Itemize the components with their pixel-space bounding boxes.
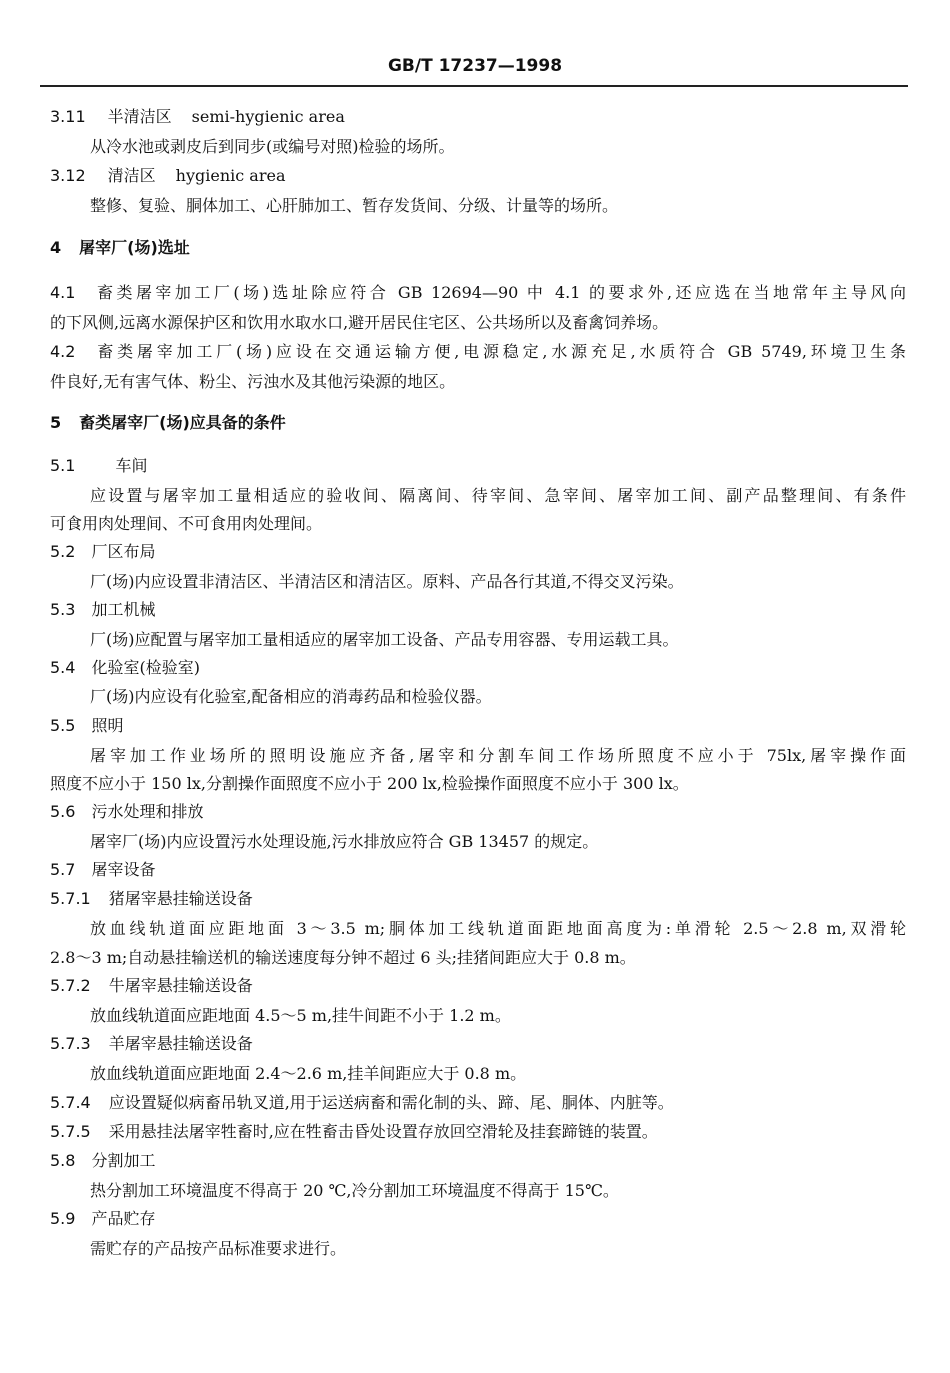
section-title: 半清洁区 bbox=[107, 107, 172, 126]
paragraph-text: 应设置疑似病畜吊轨叉道,用于运送病畜和需化制的头、蹄、尾、胴体、内脏等。 bbox=[108, 1093, 674, 1112]
section-title: 猪屠宰悬挂输送设备 bbox=[108, 889, 253, 908]
section-4-heading bbox=[50, 237, 190, 259]
header-rule bbox=[40, 85, 908, 87]
section-number: 5.1 bbox=[50, 456, 76, 475]
section-5-8-body: 热分割加工环境温度不得高于 20 ℃,冷分割加工环境温度不得高于 15℃。 bbox=[90, 1181, 619, 1200]
section-5-6-heading bbox=[50, 801, 203, 823]
section-number: 5.6 bbox=[50, 802, 76, 821]
section-title: 厂区布局 bbox=[91, 542, 156, 561]
section-title: 车间 bbox=[115, 456, 148, 475]
section-5-7-3-body: 放血线轨道面应距地面 2.4～2.6 m,挂羊间距应大于 0.8 m。 bbox=[90, 1064, 527, 1083]
section-title: 加工机械 bbox=[91, 600, 156, 619]
section-title: 牛屠宰悬挂输送设备 bbox=[108, 976, 253, 995]
section-number: 5.2 bbox=[50, 542, 76, 561]
section-title: 屠宰设备 bbox=[91, 860, 156, 879]
section-5-7-2-heading bbox=[50, 975, 253, 997]
section-5-3-body: 厂(场)应配置与屠宰加工量相适应的屠宰加工设备、产品专用容器、专用运载工具。 bbox=[90, 630, 679, 649]
section-5-6-body: 屠宰厂(场)内应设置污水处理设施,污水排放应符合 GB 13457 的规定。 bbox=[90, 832, 599, 851]
section-5-2-heading bbox=[50, 541, 155, 563]
section-english-title: semi-hygienic area bbox=[191, 107, 345, 126]
section-5-1-heading bbox=[50, 455, 147, 477]
section-number: 5.9 bbox=[50, 1209, 76, 1228]
section-3-11-heading bbox=[50, 106, 345, 128]
section-5-5-heading bbox=[50, 715, 123, 737]
paragraph-text: 畜类屠宰加工厂(场)选址除应符合 GB 12694—90 中 4.1 的要求外,还应选在当地常年主导风向 bbox=[93, 283, 906, 302]
section-5-2-body: 厂(场)内应设置非清洁区、半清洁区和清洁区。原料、产品各行其道,不得交叉污染。 bbox=[90, 572, 684, 591]
section-5-5-line-1: 屠宰加工作业场所的照明设施应齐备,屠宰和分割车间工作场所照度不应小于 75lx,屠宰操作面 bbox=[90, 746, 906, 765]
section-number: 5.8 bbox=[50, 1151, 76, 1170]
paragraph-text: 采用悬挂法屠宰牲畜时,应在牲畜击昏处设置存放回空滑轮及挂套蹄链的装置。 bbox=[108, 1122, 658, 1141]
section-5-5-line-2: 照度不应小于 150 lx,分割操作面照度不应小于 200 lx,检验操作面照度不应小于 300 lx。 bbox=[50, 774, 689, 793]
section-number: 5.7 bbox=[50, 860, 76, 879]
section-5-3-heading bbox=[50, 599, 155, 621]
section-title: 产品贮存 bbox=[91, 1209, 156, 1228]
section-5-8-heading bbox=[50, 1150, 155, 1172]
section-4-1-line-2: 的下风侧,远离水源保护区和饮用水取水口,避开居民住宅区、公共场所以及畜禽饲养场。 bbox=[50, 313, 669, 332]
section-5-7-1-line-1: 放血线轨道面应距地面 3～3.5 m;胴体加工线轨道面距地面高度为:单滑轮 2.5～2.8 m,双滑轮 bbox=[90, 919, 906, 938]
section-3-12-body: 整修、复验、胴体加工、心肝肺加工、暂存发货间、分级、计量等的场所。 bbox=[90, 196, 619, 215]
section-3-12-heading bbox=[50, 165, 285, 187]
section-number: 5.7.2 bbox=[50, 976, 91, 995]
section-title: 污水处理和排放 bbox=[91, 802, 204, 821]
section-number: 5.7.1 bbox=[50, 889, 91, 908]
section-5-1-line-1: 应设置与屠宰加工量相适应的验收间、隔离间、待宰间、急宰间、屠宰加工间、副产品整理间、有条件 bbox=[90, 486, 906, 505]
section-title: 屠宰厂(场)选址 bbox=[79, 238, 190, 257]
section-5-1-line-2: 可食用肉处理间、不可食用肉处理间。 bbox=[50, 514, 323, 533]
section-5-7-1-line-2: 2.8～3 m;自动悬挂输送机的输送速度每分钟不超过 6 头;挂猪间距应大于 0.8 m。 bbox=[50, 948, 636, 967]
section-title: 羊屠宰悬挂输送设备 bbox=[108, 1034, 253, 1053]
section-5-4-body: 厂(场)内应设有化验室,配备相应的消毒药品和检验仪器。 bbox=[90, 687, 492, 706]
section-5-heading bbox=[50, 412, 286, 434]
section-4-1-line-1 bbox=[50, 282, 906, 304]
paragraph-text: 畜类屠宰加工厂(场)应设在交通运输方便,电源稳定,水源充足,水质符合 GB 5749,环境卫生条 bbox=[93, 342, 906, 361]
section-5-4-heading bbox=[50, 657, 200, 679]
section-number: 3.12 bbox=[50, 166, 86, 185]
section-3-11-body: 从冷水池或剥皮后到同步(或编号对照)检验的场所。 bbox=[90, 137, 455, 156]
section-5-7-2-body: 放血线轨道面应距地面 4.5～5 m,挂牛间距不小于 1.2 m。 bbox=[90, 1006, 511, 1025]
section-number: 5.7.4 bbox=[50, 1093, 91, 1112]
section-4-2-line-2: 件良好,无有害气体、粉尘、污浊水及其他污染源的地区。 bbox=[50, 372, 456, 391]
section-number: 3.11 bbox=[50, 107, 86, 126]
section-5-7-3-heading bbox=[50, 1033, 253, 1055]
section-5-7-5 bbox=[50, 1121, 658, 1143]
section-5-7-heading bbox=[50, 859, 155, 881]
section-number: 4 bbox=[50, 238, 62, 257]
section-5-9-body: 需贮存的产品按产品标准要求进行。 bbox=[90, 1239, 347, 1258]
section-english-title: hygienic area bbox=[175, 166, 286, 185]
section-title: 畜类屠宰厂(场)应具备的条件 bbox=[79, 413, 286, 432]
section-title: 照明 bbox=[91, 716, 124, 735]
section-number: 4.1 bbox=[50, 283, 76, 302]
section-number: 5.5 bbox=[50, 716, 76, 735]
section-number: 5.7.5 bbox=[50, 1122, 91, 1141]
document-header: GB/T 17237—1998 bbox=[387, 56, 563, 76]
section-number: 4.2 bbox=[50, 342, 76, 361]
section-5-7-4 bbox=[50, 1092, 674, 1114]
section-number: 5.3 bbox=[50, 600, 76, 619]
section-number: 5 bbox=[50, 413, 62, 432]
section-5-9-heading bbox=[50, 1208, 155, 1230]
section-number: 5.4 bbox=[50, 658, 76, 677]
section-number: 5.7.3 bbox=[50, 1034, 91, 1053]
section-title: 分割加工 bbox=[91, 1151, 156, 1170]
section-4-2-line-1 bbox=[50, 341, 906, 363]
section-title: 化验室(检验室) bbox=[91, 658, 200, 677]
section-title: 清洁区 bbox=[107, 166, 156, 185]
section-5-7-1-heading bbox=[50, 888, 253, 910]
